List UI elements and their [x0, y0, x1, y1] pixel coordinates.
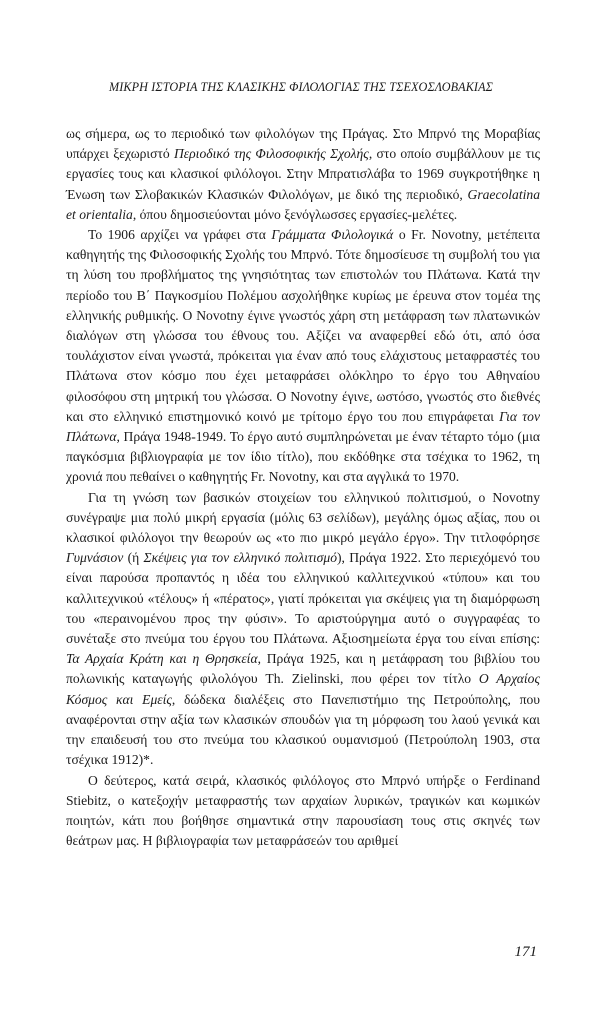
text-run: , Πράγα 1925, και η μετάφραση του βιβλίου του πολωνικής καταγωγής φιλολόγου Th. Zielinski, που φέρει τον τίτλο: [66, 651, 540, 687]
paragraph: [66, 225, 540, 488]
italic-text: Ο Αρχαίος Κόσμος και Εμείς: [66, 671, 540, 707]
body-text: [66, 124, 540, 851]
italic-text: Σκέψεις για τον ελληνικό πολιτισμό: [143, 550, 338, 566]
text-run: , στο οποίο συμβάλλουν με τις εργασίες τους και κλασικοί φιλόλογοι. Στην Μπρατισλάβα το 1969 συγκροτήθηκε η Ένωση των Σλοβακικών Κλασικών Φιλολόγων, με δικό της περιοδικό,: [66, 146, 540, 202]
text-run: , δώδεκα διαλέξεις στο Πανεπιστήμιο της Πετρούπολης, που αναφέρονται στην αξία των κλασικών σπουδών για τη μόρφωση του λαού γενικά και την επαιδευσή του στο πνεύμα του κλασικού ουμανισμού (Πετρούπολη 1903, στα τσέχικα 1912)*.: [66, 691, 540, 768]
running-head: ΜΙΚΡΗ ΙΣΤΟΡΙΑ ΤΗΣ ΚΛΑΣΙΚΗΣ ΦΙΛΟΛΟΓΙΑΣ ΤΗΣ ΤΣΕΧΟΣΛΟΒΑΚΙΑΣ: [109, 80, 493, 94]
text-run: (ή: [123, 550, 144, 566]
italic-text: Τα Αρχαία Κράτη και η Θρησκεία: [66, 651, 258, 667]
text-run: Το 1906 αρχίζει να γράφει στα: [88, 227, 272, 243]
italic-text: Για τον Πλάτωνα: [66, 408, 540, 445]
text-run: Ο δεύτερος, κατά σειρά, κλασικός φιλόλογος στο Μπρνό υπήρξε ο Ferdinand Stiebitz, ο κατεξοχήν μεταφραστής των αρχαίων λυρικών, τραγικών και κωμικών ποιητών, κάτι που βοήθησε σημαντικά στην παρουσίαση τους στις σκηνές των θεάτρων μας. Η βιβλιογραφία των μεταφράσεών του αριθμεί: [66, 772, 540, 849]
italic-text: Γυμνάσιον: [66, 550, 124, 566]
paragraph: [66, 771, 540, 852]
text-run: , όπου δημοσιεύονται μόνο ξενόγλωσσες εργασίες-μελέτες.: [132, 206, 458, 222]
paragraph: [66, 488, 540, 771]
italic-text: Graecolatina et orientalia: [66, 186, 540, 222]
text-run: ), Πράγα 1922. Στο περιεχόμενό του είναι παρούσα προπαντός η ιδέα του ελληνικού καλλιτεχνικού «τύπου» και του καλλιτεχνικού «τέλους» ή «πέρατος», γιατί πρόκειται για σκέψεις για τη διαμόρφωση του «περαινομένου προς την φύσιν». Το αριστούργημα αυτό ο συγγραφέας το συνέταξε στο πνεύμα του έργου του Πλάτωνα. Αξιοσημείωτα έργα του είναι επίσης:: [66, 550, 541, 647]
paragraph: [66, 124, 540, 225]
text-run: , Πράγα 1948-1949. Το έργο αυτό συμπληρώνεται με έναν τέταρτο τόμο (μια παγκόσμια βιβλιογραφία με τον ίδιο τίτλο), που εκδόθηκε στα τσέχικα το 1962, τη χρονιά που πεθαίνει ο καθηγητής Fr. Novotny, και στα αγγλικά το 1970.: [66, 429, 540, 485]
page-number: 171: [514, 944, 537, 960]
text-run: Για τη γνώση των βασικών στοιχείων του ελληνικού πολιτισμού, ο Novotny συνέγραψε μια πολύ μικρή εργασία (μόλις 63 σελίδων), μεγάλης όμως αξίας, που οι κλασικοί φιλόλογοι την θεωρούν ως «το πιο μικρό μεγάλο έργο». Την τιτλοφόρησε: [66, 489, 540, 546]
italic-text: Γράμματα Φιλολογικά: [271, 227, 394, 243]
text-run: ως σήμερα, ως το περιοδικό των φιλολόγων της Πράγας. Στο Μπρνό της Μοραβίας υπάρχει ξεχωριστό: [66, 126, 540, 162]
italic-text: Περιοδικό της Φιλοσοφικής Σχολής: [173, 146, 369, 162]
text-run: ο Fr. Novotny, μετέπειτα καθηγητής της Φιλοσοφικής Σχολής του Μπρνό. Τότε δημοσίευσε τη συμβολή του για τη λύση του προβλήματος της γνησιότητας των επιστολών του Πλάτωνα. Κατά την περίοδο του Β΄ Παγκοσμίου Πολέμου ασχολήθηκε κυρίως με έρευνα στον τομέα της ελληνικής ρυθμικής. Ο Novotny έγινε γνωστός χάρη στη μετάφραση των πλατωνικών διαλόγων στη γλώσσα του έθνους του. Αξίζει να αναφερθεί εδώ ότι, από όσα τουλάχιστον είναι γνωστά, πρόκειται για έναν από τους ελάχιστους μεταφραστές του Πλάτωνα στον κόσμο που έχει μεταφράσει ολόκληρο το έργο του Αθηναίου φιλοσόφου στη μητρική του γλώσσα. Ο Novotny έγινε, ωστόσο, γνωστός στο διεθνές και στο ελληνικό επιστημονικό κοινό με τρίτομο έργο του που επιγράφεται: [66, 227, 540, 424]
